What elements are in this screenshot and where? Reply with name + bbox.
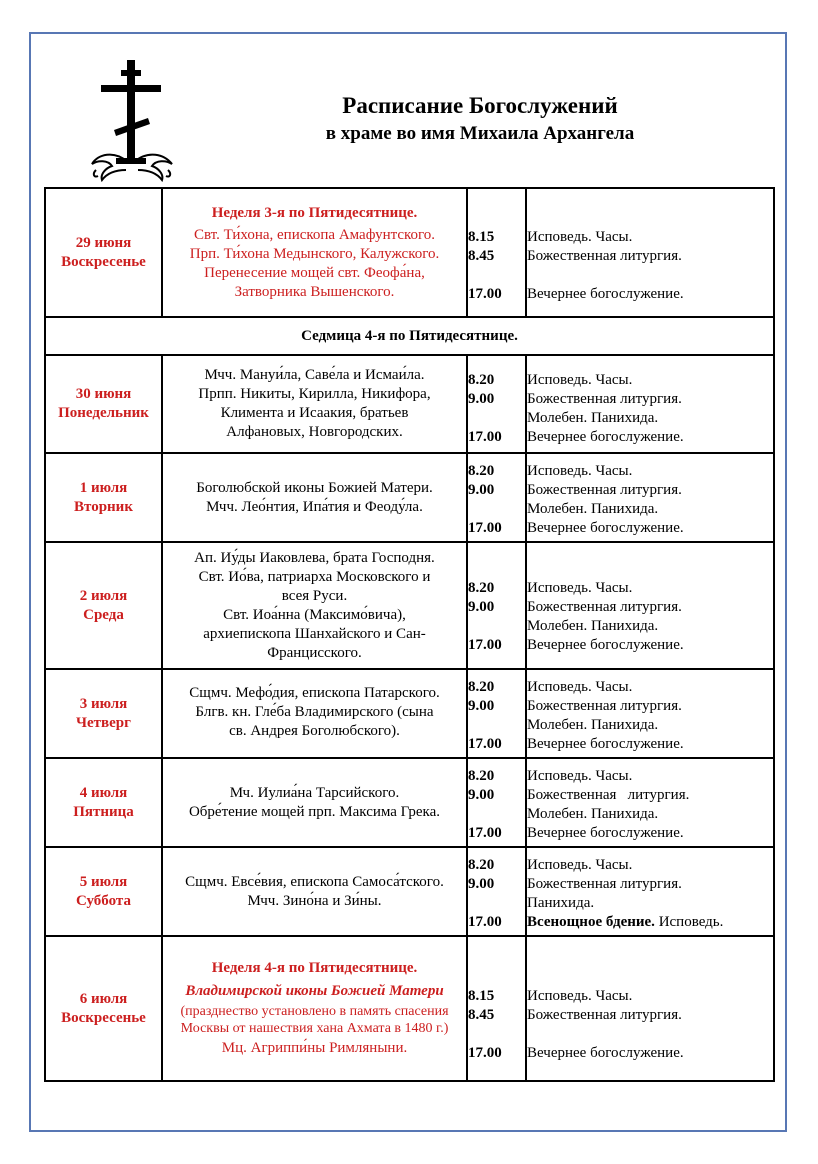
service-time [468,266,525,285]
date-cell [45,542,162,669]
date-label: 2 июля [79,587,128,604]
date-label: 30 июня [75,386,132,402]
saint-line: Климента и Исаакия, братьев [220,405,409,421]
date-label: 5 июля [79,873,128,890]
date-label: 6 июля [79,990,128,1007]
service-time: 17.00 [468,637,502,653]
schedule-row [45,453,774,542]
service-time [468,894,525,913]
saints-cell [162,355,467,453]
service-name: Божественная литургия. [527,698,682,714]
times-cell [467,188,526,317]
services-cell [526,758,774,847]
weekday-label: Понедельник [58,405,149,421]
page-title: Расписание Богослужений [342,93,618,118]
feast-icon-title: Владимирской иконы Божией Матери [185,983,444,999]
service-time: 9.00 [468,391,495,407]
service-time: 8.20 [468,857,495,873]
times-cell [467,758,526,847]
times-cell [467,936,526,1081]
service-time: 8.15 [468,229,495,245]
service-name: Исповедь. Часы. [527,679,633,695]
saint-line: Мчч. Зино́на и Зи́ны. [247,892,382,909]
weekday-label: Воскресенье [61,1009,146,1026]
service-name: Исповедь. Часы. [527,857,633,873]
saints-cell [162,542,467,669]
saint-line: Мчч. Лео́нтия, Ипа́тия и Феоду́ла. [206,498,423,515]
times-cell [467,453,526,542]
orthodox-cross-icon [84,58,180,182]
saints-cell [162,188,467,317]
service-name: Исповедь. Часы. [527,372,633,388]
schedule-row [45,847,774,936]
service-name: Вечернее богослужение. [527,736,684,752]
service-name: Божественная литургия. [527,1007,682,1023]
service-time: 8.20 [468,372,495,388]
services-cell [526,542,774,669]
services-cell [526,188,774,317]
saint-line: Прпп. Никиты, Кирилла, Никифора, [198,386,431,402]
weekday-label: Суббота [76,892,131,909]
service-name: Исповедь. Часы. [527,988,633,1004]
times-cell [467,847,526,936]
week-label: Седмица 4-я по Пятидесятнице. [45,317,774,355]
service-name: Вечернее богослужение. [527,825,684,841]
service-time: 8.45 [468,1007,495,1023]
service-name: Вечернее богослужение. [527,520,684,536]
saint-line: Алфановых, Новгородских. [226,424,403,440]
service-time: 17.00 [468,736,502,752]
saints-cell [162,669,467,758]
service-time [468,716,525,735]
date-cell [45,847,162,936]
feast-title: Неделя 4-я по Пятидесятнице. [211,960,418,976]
weekday-label: Пятница [73,803,134,820]
schedule-row [45,542,774,669]
service-time: 9.00 [468,787,495,803]
date-label: 29 июня [75,234,132,251]
service-time: 17.00 [468,286,502,302]
weekday-label: Четверг [76,714,131,731]
saints-cell [162,453,467,542]
service-name: Молебен. Панихида. [527,501,659,517]
service-name: Вечернее богослужение. [527,429,684,445]
saint-line: Прп. Ти́хона Медынского, Калужского. [189,245,440,262]
service-time: 9.00 [468,482,495,498]
date-cell [45,936,162,1081]
service-time: 17.00 [468,429,502,445]
saint-line: Сщмч. Евсе́вия, епископа Самоса́тского. [185,873,444,890]
schedule-row [45,936,774,1081]
saints-cell [162,758,467,847]
saint-line: Блгв. кн. Гле́ба Владимирского (сына [195,704,434,720]
saint-line: Свт. Ти́хона, епископа Амафунтского. [193,226,436,243]
date-cell [45,758,162,847]
service-name: Божественная литургия. [527,599,682,615]
service-vigil [527,913,773,932]
services-cell [526,847,774,936]
weekday-label: Среда [83,606,124,623]
service-name [527,266,773,285]
date-label: 1 июля [79,479,128,496]
saint-line: всея Руси. [281,587,348,604]
service-time: 17.00 [468,520,502,536]
saint-line: Обре́тение мощей прп. Максима Грека. [188,803,441,820]
service-time [468,617,525,636]
service-time [468,805,525,824]
service-name: Молебен. Панихида. [527,410,659,426]
service-name: Божественная литургия. [527,248,682,264]
service-name: Исповедь. Часы. [527,229,633,245]
service-name: Вечернее богослужение. [527,1045,684,1061]
saint-line: Перенесение мощей свт. Феофа́на, [204,264,425,281]
services-cell [526,936,774,1081]
service-name: Панихида. [527,895,595,911]
saint-line: Францисского. [267,644,362,661]
times-cell [467,669,526,758]
service-time: 17.00 [468,1045,502,1061]
vigil-rest: Исповедь. [654,914,724,930]
service-time: 8.20 [468,679,495,695]
service-name: Вечернее богослужение. [527,286,684,302]
services-cell [526,669,774,758]
services-cell [526,355,774,453]
feast-title: Неделя 3-я по Пятидесятнице. [211,204,418,221]
date-cell [45,355,162,453]
schedule-row [45,188,774,317]
saints-cell [162,847,467,936]
date-cell [45,669,162,758]
saint-line: Мц. Агриппи́ны Римляныни. [221,1040,408,1056]
service-name [527,1025,773,1044]
service-time: 8.20 [468,768,495,784]
date-label: 4 июля [79,784,128,801]
saints-cell [162,936,467,1081]
schedule-row [45,669,774,758]
saint-line: Мчч. Мануи́ла, Саве́ла и Исмаи́ла. [204,367,425,383]
week-row [45,317,774,355]
weekday-label: Воскресенье [61,253,146,270]
service-time: 8.20 [468,463,495,479]
service-name: Исповедь. Часы. [527,768,633,784]
times-cell [467,542,526,669]
saint-line: Боголюбской иконы Божией Матери. [196,479,433,496]
service-name: Исповедь. Часы. [527,580,633,596]
service-time: 9.00 [468,876,495,892]
saint-line: Свт. Иоа́нна (Максимо́вича), [223,606,406,623]
service-time: 8.15 [468,988,495,1004]
service-name: Молебен. Панихида. [527,806,659,822]
saint-line: Мч. Иулиа́на Тарсийского. [229,784,400,801]
service-time: 9.00 [468,599,495,615]
schedule-table [44,187,775,1082]
service-time [468,409,525,428]
feast-note: (празднество установлено в память спасения Москвы от нашествия хана Ахмата в 1480 г.) [180,1004,449,1036]
schedule-row [45,758,774,847]
service-name: Исповедь. Часы. [527,463,633,479]
service-name: Божественная литургия. [527,482,682,498]
service-time: 9.00 [468,698,495,714]
service-time [468,500,525,519]
date-cell [45,188,162,317]
schedule-row [45,355,774,453]
service-name: Молебен. Панихида. [527,618,659,634]
service-time: 8.45 [468,248,495,264]
saint-line: архиепископа Шанхайского и Сан- [203,625,426,642]
times-cell [467,355,526,453]
service-time: 17.00 [468,825,502,841]
service-name: Божественная литургия. [527,787,690,803]
service-name: Божественная литургия. [527,876,682,892]
saint-line: Свт. Ио́ва, патриарха Московского и [198,568,431,585]
service-name: Божественная литургия. [527,391,682,407]
service-name: Молебен. Панихида. [527,717,659,733]
services-cell [526,453,774,542]
saint-line: Ап. Иу́ды Иаковлева, брата Господня. [194,549,435,566]
service-time [468,1025,525,1044]
service-name: Вечернее богослужение. [527,637,684,653]
page-subtitle: в храме во имя Михаила Архангела [325,123,635,144]
service-time: 17.00 [468,914,502,930]
date-cell [45,453,162,542]
date-label: 3 июля [79,695,128,712]
saint-line: св. Андрея Боголюбского). [229,723,400,739]
weekday-label: Вторник [74,498,133,515]
saint-line: Затворника Вышенского. [234,283,395,300]
saint-line: Сщмч. Мефо́дия, епископа Патарского. [189,685,440,701]
vigil-label: Всенощное бдение. [527,914,655,930]
page-header [260,92,700,148]
service-time: 8.20 [468,580,495,596]
